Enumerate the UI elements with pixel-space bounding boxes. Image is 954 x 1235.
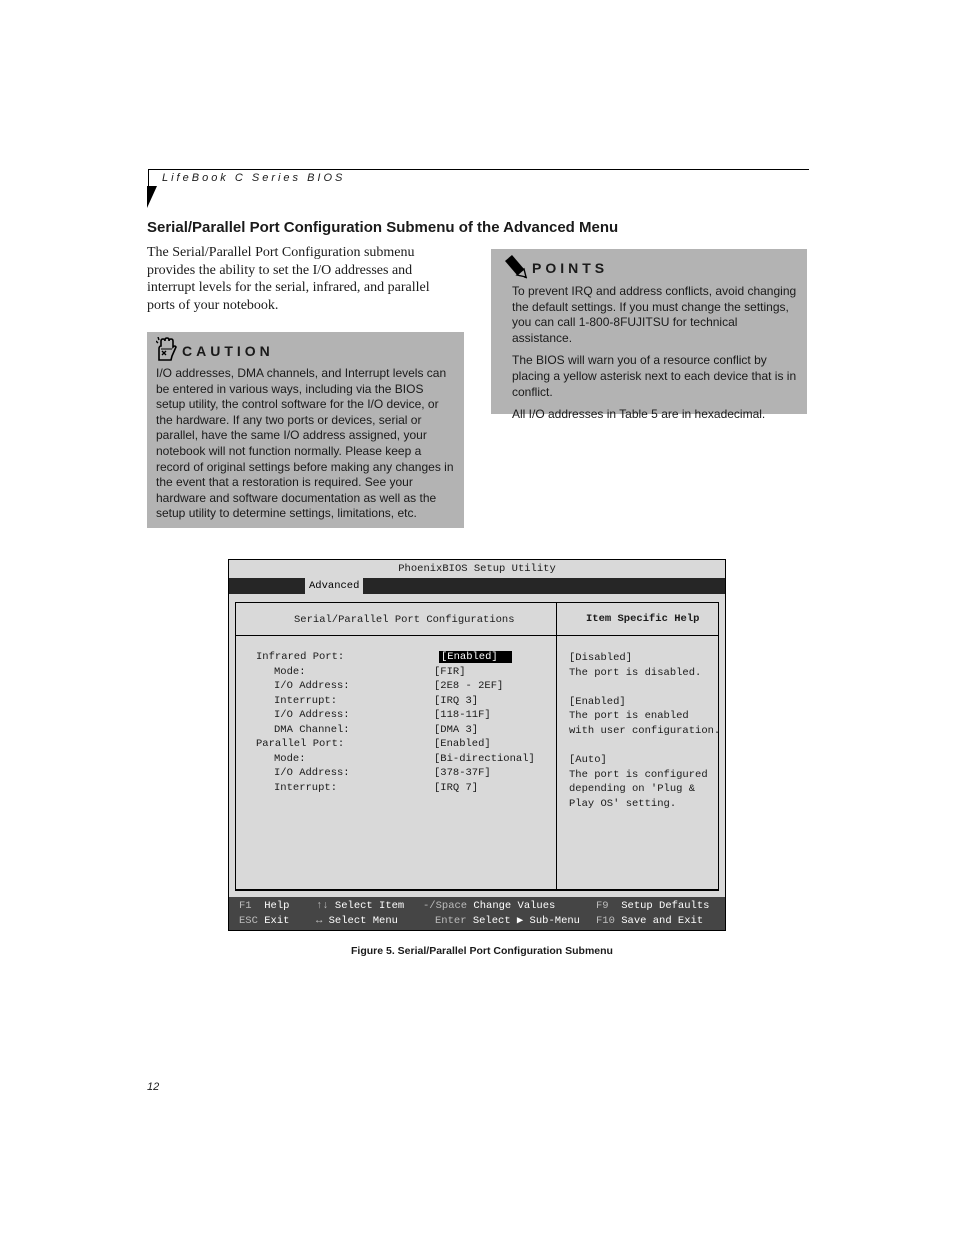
- help-line: with user configuration.: [569, 724, 721, 737]
- key-save-exit: [596, 914, 703, 929]
- caution-text: I/O addresses, DMA channels, and Interrupt levels can be entered in various ways, including via the BIOS setup utility, the control software for the I/O device, or the hardware. If any two ports or devices, serial or parallel, have the same I/O address assigned, your notebook will not function normally. Please keep a record of original settings before making any changes in the event that a restoration is required. See your hardware and software documentation as well as the setup utility to determine settings, limitations, etc.: [156, 366, 454, 521]
- setting-label-ir-io-address: I/O Address:: [274, 680, 350, 692]
- setting-value-infrared-port[interactable]: [439, 651, 512, 663]
- key-help: [239, 899, 289, 914]
- key-up-down: ↑↓: [316, 900, 329, 912]
- help-line: [569, 739, 720, 754]
- key-left-right-action: Select Menu: [328, 915, 398, 927]
- setting-label-pp-mode: Mode:: [274, 752, 306, 765]
- running-header: LifeBook C Series BIOS: [162, 172, 346, 184]
- intro-paragraph: The Serial/Parallel Port Configuration submenu provides the ability to set the I/O addresses and interrupt levels for the serial, infrared, and parallel ports of your notebook.: [147, 245, 430, 313]
- key-f9: F9: [596, 900, 609, 912]
- key-space-action: Change Values: [473, 900, 556, 912]
- help-line: Play OS' setting.: [569, 797, 677, 810]
- menu-tab-advanced[interactable]: Advanced: [305, 578, 363, 594]
- caution-header: [156, 338, 454, 364]
- key-select-submenu: [435, 914, 580, 929]
- setting-label-pp-interrupt: Interrupt:: [274, 781, 338, 794]
- setting-label-ir-io-address-2: I/O Address:: [274, 709, 350, 721]
- figure-caption: Figure 5. Serial/Parallel Port Configuration Submenu: [351, 945, 613, 957]
- selected-value-highlight[interactable]: [Enabled]: [439, 651, 512, 663]
- key-select-item: [316, 899, 404, 914]
- key-f1: F1: [239, 900, 252, 912]
- key-select-menu: [316, 914, 398, 929]
- panel-heading: Serial/Parallel Port Configurations: [294, 614, 515, 626]
- help-line: depending on 'Plug &: [569, 783, 696, 796]
- key-setup-defaults: [596, 899, 709, 914]
- setting-value-ir-interrupt[interactable]: [IRQ 3]: [434, 694, 479, 707]
- hand-caution-icon: [156, 337, 178, 366]
- page-number: 12: [147, 1081, 160, 1093]
- section-title: Serial/Parallel Port Configuration Submenu of the Advanced Menu: [147, 219, 619, 236]
- key-enter: Enter: [435, 915, 467, 927]
- key-f10-action: Save and Exit: [621, 915, 704, 927]
- setting-value-pp-io-address[interactable]: [378-37F]: [434, 767, 491, 779]
- header-wedge-decoration: [147, 186, 157, 208]
- key-esc-action: Exit: [264, 915, 290, 927]
- setting-value-pp-mode[interactable]: [Bi-directional]: [434, 752, 535, 765]
- points-paragraph: All I/O addresses in Table 5 are in hexadecimal.: [512, 407, 766, 422]
- key-left-right: ↔: [316, 915, 323, 927]
- help-line: [569, 680, 720, 695]
- key-enter-action: Select ▶ Sub-Menu: [472, 915, 580, 927]
- bios-title: PhoenixBIOS Setup Utility: [229, 560, 725, 578]
- setting-label-ir-interrupt: Interrupt:: [274, 694, 338, 707]
- panel-divider: [556, 603, 557, 889]
- item-help-text: [569, 651, 720, 812]
- bios-screen: [228, 559, 726, 931]
- points-box: [491, 249, 807, 422]
- panel-header-rule: [236, 635, 718, 636]
- setting-value-ir-io-address-2[interactable]: [118-11F]: [434, 709, 491, 721]
- setting-label-ir-mode: Mode:: [274, 665, 306, 678]
- points-text: [512, 284, 797, 423]
- header-vertical-rule: [148, 169, 149, 187]
- setting-label-pp-io-address: I/O Address:: [274, 767, 350, 779]
- key-esc: ESC: [239, 915, 258, 927]
- setting-label-parallel-port: Parallel Port:: [256, 738, 345, 750]
- points-header: [502, 255, 797, 281]
- caution-box: [147, 332, 464, 528]
- bios-settings-panel: [235, 602, 719, 890]
- help-heading: Item Specific Help: [586, 613, 700, 625]
- caution-label: CAUTION: [182, 343, 274, 359]
- key-up-down-action: Select Item: [334, 900, 405, 912]
- pencil-points-icon: [502, 253, 528, 284]
- setting-value-ir-io-address[interactable]: [2E8 - 2EF]: [434, 680, 504, 692]
- help-line: The port is enabled: [569, 710, 689, 723]
- setting-label-infrared-port: Infrared Port:: [256, 651, 345, 663]
- panel-shadow: [235, 889, 719, 891]
- help-line: The port is disabled.: [569, 666, 702, 679]
- points-paragraph: The BIOS will warn you of a resource conflict by placing a yellow asterisk next to each device that is in conflict.: [512, 353, 797, 399]
- help-line: [Disabled]: [569, 652, 633, 664]
- setting-label-ir-dma-channel: DMA Channel:: [274, 723, 350, 736]
- bios-key-legend: [229, 897, 725, 930]
- key-f10: F10: [596, 915, 615, 927]
- setting-value-parallel-port[interactable]: [Enabled]: [434, 738, 491, 750]
- help-line: [Enabled]: [569, 695, 626, 708]
- header-rule: [148, 169, 809, 170]
- key-space: -/Space: [423, 900, 468, 912]
- help-line: The port is configured: [569, 768, 708, 781]
- points-paragraph: To prevent IRQ and address conflicts, avoid changing the default settings. If you must change the settings, you can call 1-800-8FUJITSU for technical assistance.: [512, 284, 797, 345]
- help-line: [Auto]: [569, 754, 607, 767]
- setting-value-ir-dma-channel[interactable]: [DMA 3]: [434, 723, 479, 736]
- bios-menu-bar: [229, 578, 725, 594]
- points-label: POINTS: [532, 260, 609, 276]
- setting-value-pp-interrupt[interactable]: [IRQ 7]: [434, 781, 479, 794]
- setting-value-ir-mode[interactable]: [FIR]: [434, 665, 466, 678]
- key-exit: [239, 914, 289, 929]
- key-f9-action: Setup Defaults: [621, 900, 710, 912]
- key-f1-action: Help: [264, 900, 290, 912]
- key-change-values: [423, 899, 555, 914]
